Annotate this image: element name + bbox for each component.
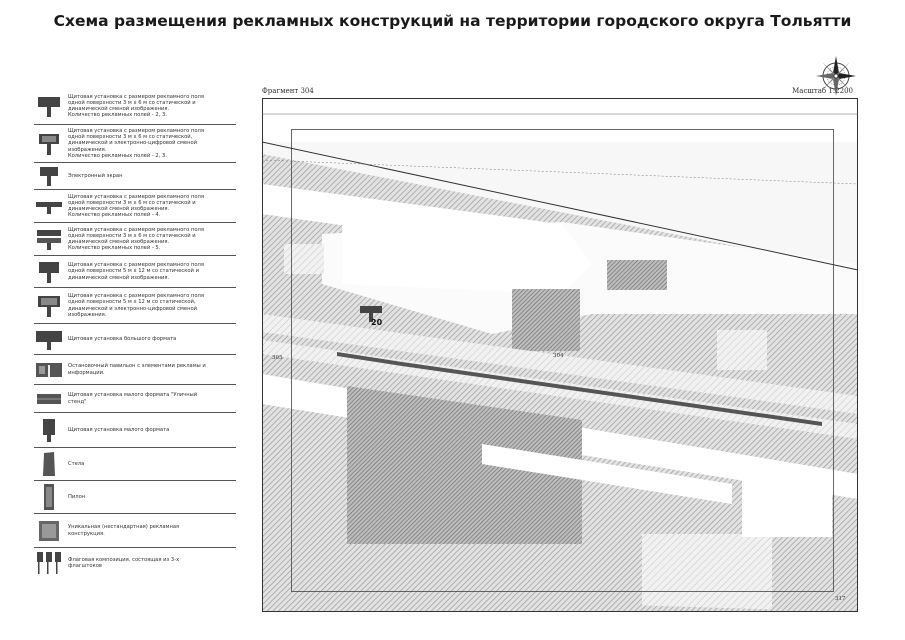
- legend-item: [34, 223, 236, 256]
- billboard-large-icon: [36, 259, 62, 285]
- legend-text: Щитовая установка с размером рекламного поля одной поверхности 3 м х 6 м со статической, динамической и электронно-цифровой сменой изображения. Количество рекламных полей - 2, 3.: [68, 127, 204, 159]
- legend-text: Щитовая установка с размером рекламного поля одной поверхности 5 м х 12 м со статической и динамической сменой изображения.: [68, 262, 204, 281]
- legend-text: Щитовая установка с размером рекламного поля одной поверхности 3 м х 6 м со статической и динамической сменой изображения. Количество рекламных полей - 4.: [68, 193, 204, 219]
- legend-text: Щитовая установка большого формата: [68, 335, 177, 342]
- billboard-four-field-icon: [35, 195, 63, 217]
- legend-text: Щитовая установка малого формата "Уличный стенд": [68, 392, 198, 405]
- legend: [34, 88, 236, 578]
- billboard-two-post-icon: [36, 93, 62, 119]
- legend-text: Уникальная (нестандартная) рекламная конструкция.: [68, 524, 180, 537]
- legend-item: [34, 481, 236, 514]
- legend-text: Электронный экран: [68, 172, 123, 179]
- legend-item: [34, 324, 236, 355]
- legend-text: Стела: [68, 460, 85, 467]
- legend-item: [34, 288, 236, 324]
- legend-item: [34, 385, 236, 413]
- street-stand-icon: [35, 389, 63, 409]
- billboard-five-field-icon: [35, 227, 63, 251]
- pylon-icon: [39, 482, 59, 512]
- billboard-digital-icon: [36, 131, 62, 157]
- legend-item: [34, 514, 236, 548]
- flag-composition-icon: [35, 550, 63, 576]
- legend-text: Флаговая композиция, состоящая из 3-х флагштоков: [68, 556, 180, 569]
- legend-item: [34, 413, 236, 448]
- billboard-big-format-icon: [35, 327, 63, 351]
- legend-item: [34, 190, 236, 223]
- legend-item: [34, 125, 236, 163]
- adjacent-sheet-center: 304: [553, 353, 564, 359]
- adjacent-sheet-bottom-right: 317: [835, 596, 846, 602]
- legend-text: Щитовая установка с размером рекламного поля одной поверхности 3 м х 6 м со статической и динамической сменой изображения. Количество рекламных полей - 2, 3.: [68, 93, 204, 119]
- bus-stop-pavilion-icon: [35, 359, 63, 381]
- legend-item: [34, 355, 236, 385]
- legend-item: [34, 163, 236, 190]
- marker-number: 20: [371, 318, 383, 327]
- page-title: Схема размещения рекламных конструкций на территории городского округа Тольятти: [53, 12, 852, 30]
- legend-text: Щитовая установка с размером рекламного поля одной поверхности 5 м х 12 м со статической, динамической и электронно-цифровой сменой изображения.: [68, 293, 204, 318]
- legend-item: [34, 448, 236, 481]
- fragment-label: Фрагмент 304: [262, 87, 314, 95]
- billboard-large-digital-icon: [36, 293, 62, 319]
- legend-text: Остановочный павильон с элементами рекламы и информации.: [68, 363, 206, 376]
- legend-item: [34, 88, 236, 125]
- legend-item: [34, 548, 236, 578]
- scale-label: Масштаб 1:2200: [792, 87, 853, 95]
- electronic-screen-icon: [36, 165, 62, 187]
- legend-item: [34, 256, 236, 288]
- map-canvas: [262, 84, 858, 612]
- small-format-icon: [39, 416, 59, 444]
- legend-text: Пилон: [68, 493, 86, 500]
- legend-text: Щитовая установка с размером рекламного поля одной поверхности 3 м х 6 м со статической и динамической сменой изображения. Количество рекламных полей - 5.: [68, 226, 204, 252]
- unique-construction-icon: [36, 518, 62, 544]
- stela-icon: [39, 450, 59, 478]
- adjacent-sheet-left: 305: [272, 355, 283, 361]
- legend-text: Щитовая установка малого формата: [68, 426, 170, 433]
